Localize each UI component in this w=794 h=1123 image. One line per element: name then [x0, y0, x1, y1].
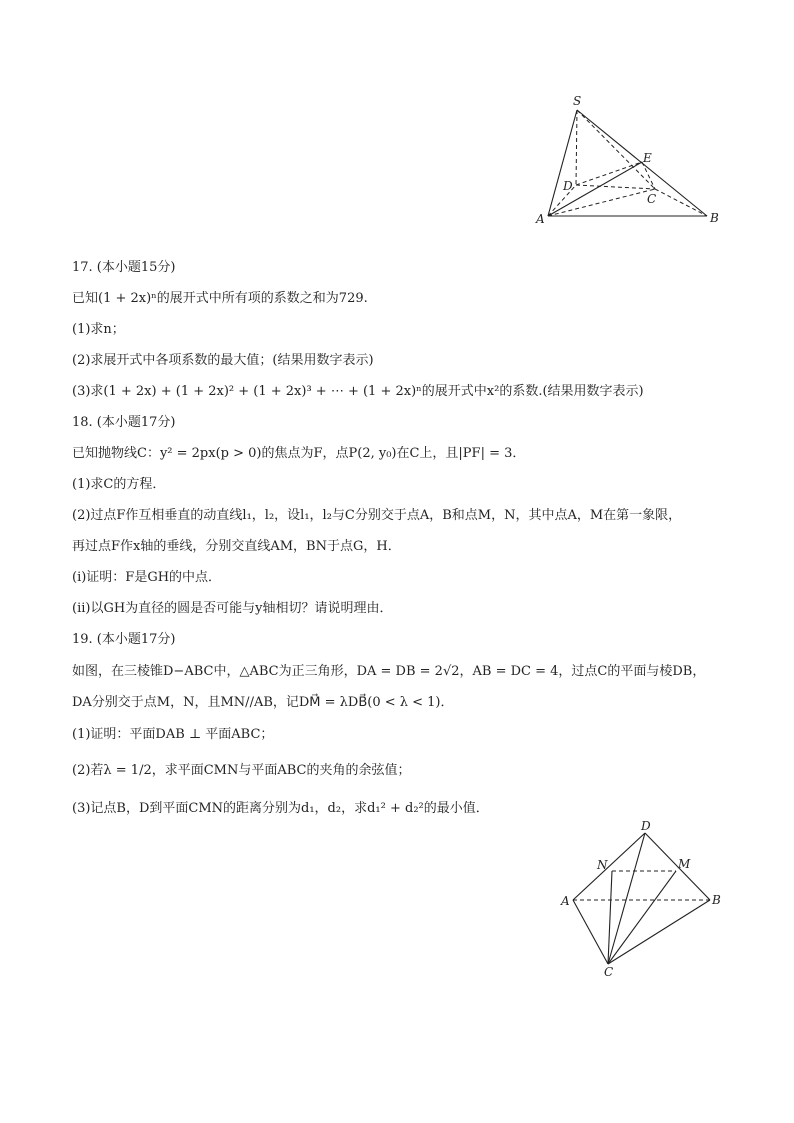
label-e: E — [643, 151, 652, 165]
pyramid-diagram — [530, 92, 730, 232]
label-s: S — [573, 94, 582, 108]
label-a: A — [536, 212, 545, 226]
problem-17-heading: 17. (本小题15分) — [72, 260, 176, 275]
problem-17-part-2: (2)求展开式中各项系数的最大值；(结果用数字表示) — [72, 353, 374, 368]
problem-18-part-2-ii: (ii)以GH为直径的圆是否可能与y轴相切？请说明理由． — [72, 601, 393, 616]
problem-18-part-2-cont: 再过点F作x轴的垂线，分别交直线AM，BN于点G，H． — [72, 539, 401, 554]
problem-18-part-1: (1)求C的方程． — [72, 477, 166, 492]
problem-18-statement: 已知抛物线C：y² = 2px(p > 0)的焦点为F，点P(2, y₀)在C上，且|PF| = 3． — [72, 446, 526, 461]
figure-tetrahedron-d — [560, 818, 730, 983]
problem-18-part-2: (2)过点F作互相垂直的动直线l₁，l₂，设l₁，l₂与C分别交于点A，B和点M，N，其中点A，M在第一象限， — [72, 508, 682, 523]
problem-19-statement-cont: DA分别交于点M，N，且MN//AB，记DM⃗ = λDB⃗(0 < λ < 1)． — [72, 695, 454, 710]
label-a: A — [561, 894, 570, 908]
label-n: N — [597, 858, 608, 872]
label-c: C — [604, 965, 614, 979]
label-m: M — [678, 857, 691, 871]
label-b: B — [712, 893, 721, 907]
problem-17-statement: 已知(1 + 2x)ⁿ的展开式中所有项的系数之和为729. — [72, 291, 368, 306]
problem-19-statement: 如图，在三棱锥D−ABC中，△ABC为正三角形，DA = DB = 2√2，AB = DC = 4，过点C的平面与棱DB， — [72, 664, 706, 679]
label-c: C — [647, 192, 657, 206]
label-d: D — [563, 179, 573, 193]
problem-19-heading: 19. (本小题17分) — [72, 632, 176, 647]
problem-19-part-1: (1)证明：平面DAB ⊥ 平面ABC； — [72, 727, 274, 742]
label-b: B — [710, 211, 719, 225]
tetrahedron-diagram — [560, 818, 730, 983]
problem-19-part-3: (3)记点B，D到平面CMN的距离分别为d₁，d₂，求d₁² + d₂²的最小值． — [72, 801, 489, 816]
problem-18-part-2-i: (i)证明：F是GH的中点． — [72, 570, 222, 585]
problem-17-part-1: (1)求n； — [72, 322, 125, 337]
problem-17-part-3: (3)求(1 + 2x) + (1 + 2x)² + (1 + 2x)³ + ⋯ + (1 + 2x)ⁿ的展开式中x²的系数.(结果用数字表示) — [72, 384, 644, 399]
problem-18-heading: 18. (本小题17分) — [72, 415, 176, 430]
label-d: D — [641, 819, 651, 833]
figure-pyramid-s — [530, 92, 730, 232]
problem-19-part-2: (2)若λ = 1/2，求平面CMN与平面ABC的夹角的余弦值； — [72, 763, 411, 778]
